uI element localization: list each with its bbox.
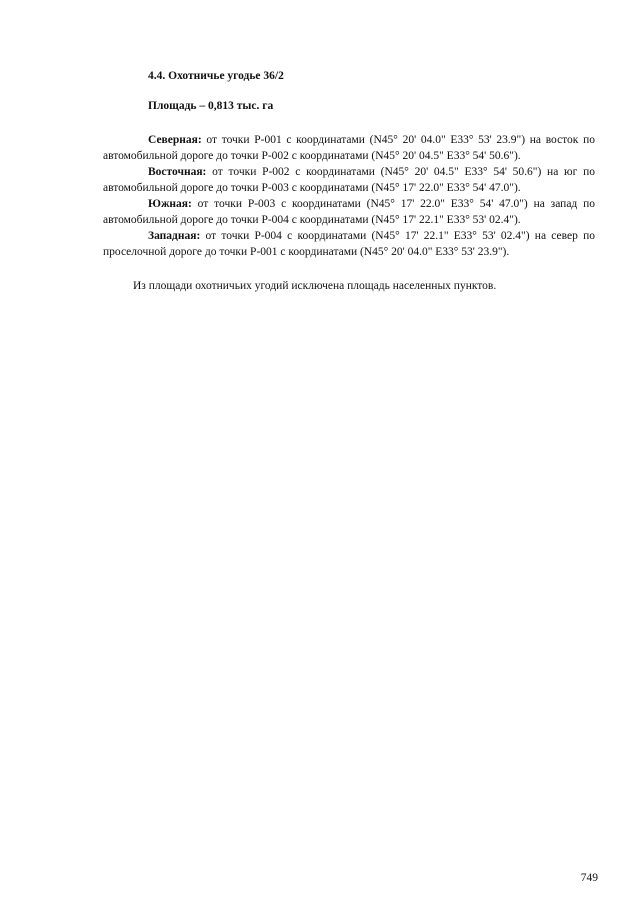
boundary-south [103, 196, 595, 228]
boundary-label: Западная: [148, 230, 201, 242]
boundary-text: от точки Р-001 с координатами (N45° 20' 04.0" E33° 53' 23.9") на восток по автомобильной дороге до точки Р-002 с координатами (N45° 20' 04.5" E33° 54' 50.6"). [103, 134, 595, 162]
boundary-north [103, 132, 595, 164]
exclusion-note: Из площади охотничьих угодий исключена площадь населенных пунктов. [133, 280, 497, 292]
boundary-label: Южная: [148, 198, 192, 210]
boundary-east [103, 164, 595, 196]
boundary-label: Северная: [148, 134, 202, 146]
page-number: 749 [580, 872, 598, 884]
area-line: Площадь – 0,813 тыс. га [148, 100, 274, 112]
section-heading: 4.4. Охотничье угодье 36/2 [148, 70, 284, 82]
document-body [103, 68, 595, 294]
boundary-label: Восточная: [148, 166, 207, 178]
boundary-text: от точки Р-003 с координатами (N45° 17' 22.0" E33° 54' 47.0") на запад по автомобильной дороге до точки Р-004 с координатами (N45° 17' 22.1" E33° 53' 02.4"). [103, 198, 595, 226]
boundaries-list [103, 132, 595, 260]
boundary-text: от точки Р-002 с координатами (N45° 20' 04.5" E33° 54' 50.6") на юг по автомобильной дороге до точки Р-003 с координатами (N45° 17' 22.0" E33° 54' 47.0"). [103, 166, 595, 194]
boundary-text: от точки Р-004 с координатами (N45° 17' 22.1" E33° 53' 02.4") на север по проселочной дороге до точки Р-001 с координатами (N45° 20' 04.0" E33° 53' 23.9"). [103, 230, 595, 258]
boundary-west [103, 228, 595, 260]
